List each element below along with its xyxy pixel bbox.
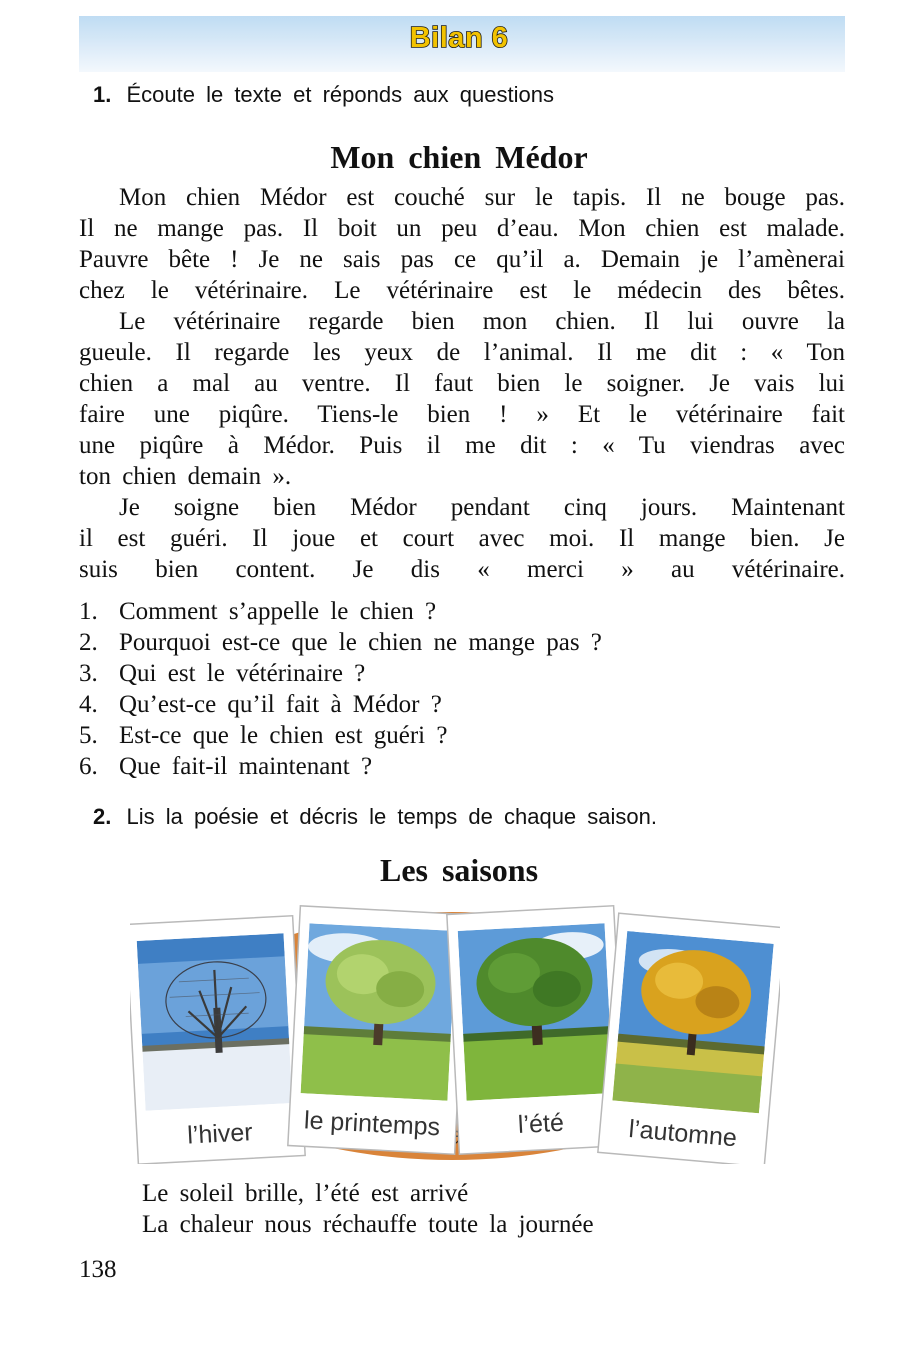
question-item — [79, 751, 602, 782]
poem-line: Le soleil brille, l’été est arrivé — [142, 1180, 469, 1207]
question-text: Qu’est-ce qu’il fait à Médor ? — [119, 691, 442, 718]
poem-line: La chaleur nous réchauffe toute la journée — [142, 1211, 594, 1238]
season-card-summer — [447, 906, 626, 1154]
story-line: Je soigne bien Médor pendant cinq jours. Maintenant — [119, 494, 845, 521]
season-card-spring — [288, 906, 467, 1154]
story-text — [79, 182, 845, 585]
task-2-instruction — [93, 804, 657, 830]
story-line: suis bien content. Je dis « merci » au vétérinaire. — [79, 556, 845, 583]
question-number: 1. — [79, 598, 98, 625]
task-1-instruction — [93, 82, 554, 108]
task-1-text: Écoute le texte et réponds aux questions — [126, 82, 554, 107]
season-card-autumn — [598, 913, 780, 1164]
question-item — [79, 689, 602, 720]
question-number: 5. — [79, 722, 98, 749]
story-line: il est guéri. Il joue et court avec moi. Il mange bien. Je — [79, 525, 845, 552]
question-text: Est-ce que le chien est guéri ? — [119, 722, 448, 749]
card-label-autumn: l’automne — [627, 1114, 739, 1153]
question-number: 3. — [79, 660, 98, 687]
question-item — [79, 658, 602, 689]
question-list — [79, 596, 602, 782]
story-title: Mon chien Médor — [330, 139, 588, 175]
question-number: 2. — [79, 629, 98, 656]
season-card-winter — [130, 916, 305, 1164]
card-label-spring: le printemps — [303, 1106, 441, 1142]
seasons-illustration — [130, 898, 780, 1164]
question-item — [79, 627, 602, 658]
question-text: Qui est le vétérinaire ? — [119, 660, 366, 687]
story-line: Pauvre bête ! Je ne sais pas ce qu’il a. Demain je l’amènerai — [79, 246, 845, 273]
story-line: Il ne mange pas. Il boit un peu d’eau. Mon chien est malade. — [79, 215, 845, 242]
task-2-number: 2. — [93, 804, 112, 829]
question-text: Que fait-il maintenant ? — [119, 753, 373, 780]
story-line: chien a mal au ventre. Il faut bien le soigner. Je vais lui — [79, 370, 845, 397]
card-label-winter: l’hiver — [186, 1118, 254, 1150]
story-line: ton chien demain ». — [79, 463, 292, 490]
story-line: Le vétérinaire regarde bien mon chien. Il lui ouvre la — [119, 308, 845, 335]
task-2-text: Lis la poésie et décris le temps de chaque saison. — [126, 804, 657, 829]
page-number: 138 — [79, 1256, 117, 1283]
question-number: 6. — [79, 753, 98, 780]
story-line: gueule. Il regarde les yeux de l’animal. Il me dit : « Ton — [79, 339, 845, 366]
question-text: Pourquoi est-ce que le chien ne mange pas ? — [119, 629, 602, 656]
story-line: faire une piqûre. Tiens-le bien ! » Et le vétérinaire fait — [79, 401, 845, 428]
story-line: chez le vétérinaire. Le vétérinaire est le médecin des bêtes. — [79, 277, 845, 304]
task-1-number: 1. — [93, 82, 112, 107]
poem-text — [142, 1178, 594, 1240]
story-line: Mon chien Médor est couché sur le tapis. Il ne bouge pas. — [119, 184, 845, 211]
story-line: une piqûre à Médor. Puis il me dit : « Tu viendras avec — [79, 432, 845, 459]
card-label-summer: l’été — [517, 1108, 565, 1140]
poem-title: Les saisons — [379, 852, 539, 888]
question-number: 4. — [79, 691, 98, 718]
question-text: Comment s’appelle le chien ? — [119, 598, 437, 625]
question-item — [79, 596, 602, 627]
question-item — [79, 720, 602, 751]
page-title: Bilan 6 — [409, 22, 509, 54]
